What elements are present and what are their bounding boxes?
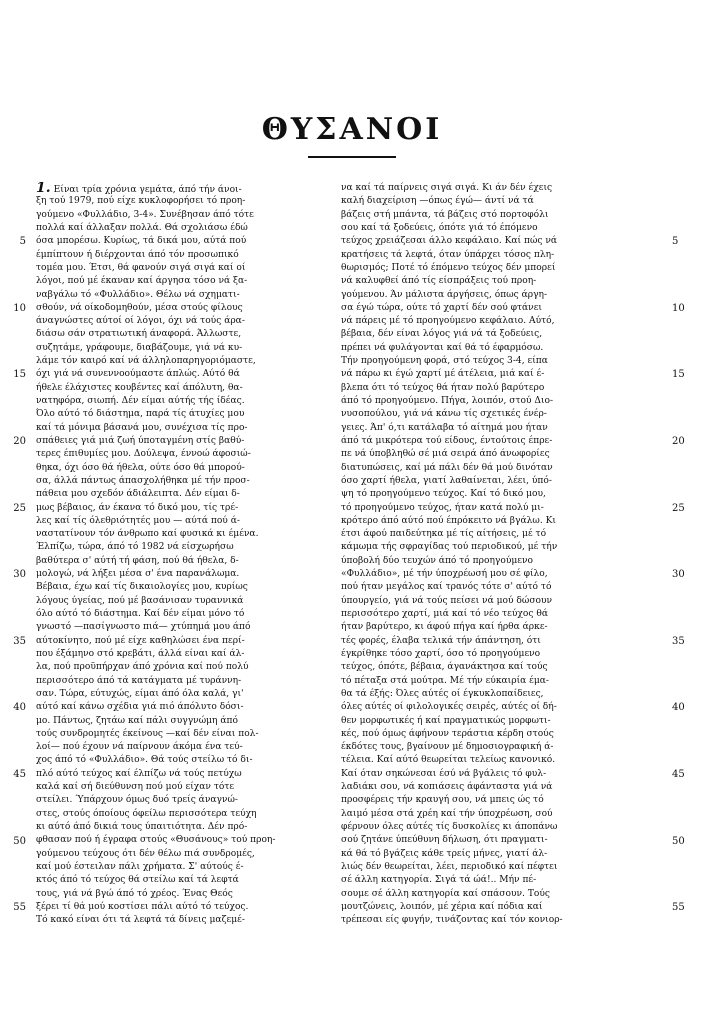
line-text: όσο χαρτί ήθελα, γιατί λαθαίνεται, λέει, ύπό-	[341, 475, 552, 486]
text-line	[341, 355, 627, 368]
text-line	[36, 502, 322, 515]
line-text: σου καί τά ξοδεύεις, όπότε γιά τό έπόμενο	[341, 222, 538, 233]
line-number: 20	[13, 436, 26, 448]
line-text: σα έγώ τώρα, ούτε τό χαρτί δέν σού φτάνει	[341, 302, 542, 313]
line-text: καί τά μόνιμα βάσανά μου, συνέχισα τίς προ-	[36, 422, 248, 433]
text-line	[341, 635, 627, 648]
line-text: λιώς δέν θεωρείται, λέει, περιοδικό καί πέφτει	[341, 861, 558, 872]
line-text: Όλο αύτό τό διάστημα, παρά τίς άτυχίες μου	[36, 409, 245, 420]
line-text: περισσότερο άπό τά κατάγματα μέ τυράννη-	[36, 675, 242, 686]
text-line	[341, 302, 627, 315]
text-line	[341, 395, 627, 408]
line-text: σουμε σέ άλλη κατηγορία καί σπάσουν. Τούς	[341, 888, 550, 899]
line-text: πε νά ύποβληθώ σέ μιά σειρά άπό άνωφορίες	[341, 449, 550, 460]
text-line	[36, 235, 322, 248]
right-text-column	[341, 182, 627, 928]
line-text: τούς συνδρομητές έκείνους —καί δέν είναι πολ-	[36, 728, 259, 739]
text-line	[36, 688, 322, 701]
line-text: να καί τά παίρνεις σιγά σιγά. Κι άν δέν έχεις	[341, 183, 553, 193]
line-text: καλή διαχείριση —όπως έγώ— άντί νά τά	[341, 196, 534, 207]
line-text: νά καλυφθεί άπό τίς είσπράξεις τού προη-	[341, 276, 537, 287]
text-line	[341, 861, 627, 874]
line-text: νυσοπούλου, γιά νά κάνω τίς σχετικές ένέρ-	[341, 409, 547, 420]
text-line	[36, 342, 322, 355]
line-number: 25	[13, 502, 26, 514]
line-number: 40	[13, 702, 26, 714]
text-line	[341, 821, 627, 834]
text-line	[341, 648, 627, 661]
line-text: λοί— πού έχουν νά παίρνουν άκόμα ένα τεύ-	[36, 742, 243, 753]
line-number: 55	[13, 902, 26, 914]
text-line	[341, 675, 627, 688]
text-line	[36, 249, 322, 262]
line-text: μολογώ, νά λήξει μέσα σ' ένα παρανάλωμα.	[36, 569, 240, 580]
line-text: σού ζητάνε ύπεύθυνη δήλωση, ότι πραγματι-	[341, 835, 548, 846]
text-line	[36, 834, 322, 847]
text-line	[36, 821, 322, 834]
text-line	[36, 488, 322, 501]
text-line	[36, 914, 322, 927]
line-number: 55	[672, 902, 685, 914]
line-text: γνωστό —πασίγνωστο πιά— χτύπημά μου άπό	[36, 622, 251, 633]
text-line	[341, 475, 627, 488]
text-line	[341, 741, 627, 754]
text-line	[341, 541, 627, 554]
text-line	[341, 715, 627, 728]
line-text: πάθεια μου σχεδόν άδιάλειπτα. Δέν είμαι δ-	[36, 489, 240, 500]
text-line	[36, 741, 322, 754]
line-text: τό προηγούμενο τεύχος, ήταν κατά πολύ μι-	[341, 502, 544, 513]
line-text: τέλεια. Καί αύτό θεωρείται τελείως κανονικό.	[341, 755, 556, 766]
text-line	[36, 888, 322, 901]
line-text: λες καί τίς όλεθριότητές μου — αύτά πού ά-	[36, 515, 240, 526]
line-text: πρέπει νά φυλάγονται καί θά τό έφαρμόσω.	[341, 342, 544, 353]
line-text: συζητάμε, γράφουμε, διαβάζουμε, γιά νά κυ-	[36, 342, 243, 353]
text-line	[341, 595, 627, 608]
text-line	[36, 568, 322, 581]
line-number: 50	[672, 835, 685, 847]
line-text: κρατήσεις τά λεφτά, όταν ύπάρχει τόσος πλη-	[341, 249, 555, 260]
left-text-column	[36, 182, 322, 928]
line-text: τομέα μου. Έτσι, θά φανούν σιγά σιγά καί οί	[36, 262, 246, 273]
text-line	[36, 355, 322, 368]
line-text: έκδότες τους, βγαίνουν μέ δημοσιογραφική ά-	[341, 742, 554, 753]
line-text: σαν. Τώρα, εύτυχώς, είμαι άπό όλα καλά, γι'	[36, 688, 244, 699]
text-line	[341, 608, 627, 621]
text-line	[341, 701, 627, 714]
line-text: μο. Πάντως, ζητάω καί πάλι συγγνώμη άπό	[36, 715, 238, 726]
line-text: τεύχος χρειάζεσαι άλλο κεφάλαιο. Καί πώς νά	[341, 236, 558, 247]
text-line	[36, 209, 322, 222]
text-line	[341, 728, 627, 741]
line-number: 10	[13, 302, 26, 314]
line-number: 15	[13, 369, 26, 381]
line-text: νατηφόρα, σιωπή. Δέν είμαι αύτής τής ίδέας.	[36, 396, 245, 406]
text-line	[36, 222, 322, 235]
text-line	[341, 448, 627, 461]
line-number: 35	[13, 635, 26, 647]
line-text: Τό κακό είναι ότι τά λεφτά τά δίνεις μαζεμέ-	[36, 915, 245, 926]
line-text: Έλπίζω, τώρα, άπό τό 1982 νά είσχωρήσω	[36, 542, 234, 553]
line-text: πολλά καί άλλαξαν πολλά. Θά σχολιάσω έδώ	[36, 222, 248, 233]
line-text: Καί όταν σηκώνεσαι έσύ νά βγάλεις τό φυλ-	[341, 768, 547, 779]
text-line	[341, 768, 627, 781]
line-text: κρότερο άπό αύτό πού έπρόκειτο νά βγάλω. Κι	[341, 515, 556, 526]
text-line	[36, 275, 322, 288]
line-text: τό πέταξα στά μούτρα. Μέ τήν εύκαιρία έμα-	[341, 675, 549, 686]
text-line	[36, 475, 322, 488]
line-text: λαδιάκι σου, νά κοπιάσεις άφάνταστα γιά νά	[341, 782, 553, 793]
text-line	[341, 581, 627, 594]
line-text: σέ άλλη κατηγορία. Σιγά τά ώά!.. Μήν πέ-	[341, 875, 537, 886]
line-text: ναστατίνουν τόν άνθρωπο καί φυσικά κι έμένα.	[36, 529, 259, 540]
text-line	[341, 661, 627, 674]
line-text: «Φυλλάδιο», μέ τήν ύποχρέωσή μου σέ φίλο,	[341, 569, 548, 580]
initial-numeral: 1.	[36, 182, 51, 196]
line-number: 45	[672, 769, 685, 781]
text-line	[341, 195, 627, 208]
line-number: 15	[672, 369, 685, 381]
line-text: αύτό καί κάνω σχέδια γιά πιό άπόλυτο δόσι-	[36, 702, 244, 713]
text-line	[36, 728, 322, 741]
text-line	[36, 781, 322, 794]
text-line	[341, 342, 627, 355]
text-line	[341, 222, 627, 235]
line-text: χος άπό τό «Φυλλάδιο». Θά τούς στείλω τό δι-	[36, 755, 253, 766]
text-line	[341, 462, 627, 475]
text-line	[36, 901, 322, 914]
line-number: 20	[672, 436, 685, 448]
line-text: θεν μορφωτικές ή καί πραγματικώς μορφωτι-	[341, 715, 551, 726]
text-line	[36, 715, 322, 728]
line-text: πλό αύτό τεύχος καί έλπίζω νά τούς πετύχω	[36, 768, 242, 779]
line-text: λάμε τόν καιρό καί νά άλληλοπαρηγοριόμαστε,	[36, 356, 256, 367]
text-line	[36, 581, 322, 594]
text-line	[341, 901, 627, 914]
line-text: βέβαια, δέν είναι λόγος γιά νά τά ξοδεύεις,	[341, 329, 543, 340]
line-text: σθούν, νά οίκοδομηθούν, μέσα στούς φίλους	[36, 302, 243, 313]
text-line	[36, 861, 322, 874]
line-text: ξη τού 1979, πού είχε κυκλοφορήσει τό προη-	[36, 196, 246, 207]
text-line	[36, 182, 322, 195]
text-line	[341, 621, 627, 634]
line-text: κές, πού όμως άφήνουν τεράστια κέρδη στούς	[341, 728, 554, 739]
line-text: όλο αύτό τό διάστημα. Καί δέν είμαι μόνο τό	[36, 609, 245, 619]
line-text: έμπίπτουν ή διέρχονται άπό τόν προσωπικό	[36, 249, 239, 260]
line-text: ναβγάλω τό «Φυλλάδιο». Θέλω νά σχηματι-	[36, 289, 240, 300]
line-number: 30	[672, 569, 685, 581]
line-text: άναγνώστες αύτοί οί λόγοι, όχι νά τούς άρα-	[36, 316, 245, 327]
line-text: κά θά τό βγάζεις κάθε τρείς μήνες, γιατί άλ-	[341, 848, 548, 859]
text-line	[36, 675, 322, 688]
text-line	[341, 555, 627, 568]
line-text: διάσω σάν στρατιωτική άναφορά. Άλλωστε,	[36, 329, 242, 340]
line-text: γούμενου. Άν μάλιστα άργήσεις, όπως άργη-	[341, 289, 548, 300]
text-line	[341, 688, 627, 701]
line-text: όχι γιά νά συνεννοούμαστε άπλώς. Αύτό θά	[36, 369, 240, 380]
text-line	[341, 568, 627, 581]
text-line	[36, 848, 322, 861]
text-line	[341, 794, 627, 807]
text-line	[36, 528, 322, 541]
line-number: 45	[13, 769, 26, 781]
text-line	[341, 754, 627, 767]
text-line	[341, 249, 627, 262]
line-text: ήταν βαρύτερο, κι άφού πήγα καί ήρθα άρκε-	[341, 622, 548, 633]
line-text: λόγους ύγείας, πού μέ βασάνισαν τυραννικά	[36, 595, 244, 606]
line-text: λόγοι, πού μέ έκαναν καί άργησα τόσο νά ξα-	[36, 276, 248, 287]
line-number: 10	[672, 302, 685, 314]
line-text: καί μού έστειλαν πάλι χρήματα. Σ' αύτούς έ-	[36, 861, 244, 872]
line-text: προσφέρεις τήν κραυγή σου, νά μπεις ώς τό	[341, 795, 544, 806]
line-text: λα, πού προϋπήρχαν άπό χρόνια καί πού πολύ	[36, 662, 249, 673]
line-number: 40	[672, 702, 685, 714]
line-text: γούμενο «Φυλλάδιο, 3-4». Συνέβησαν άπό τότε	[36, 209, 254, 220]
text-line	[36, 435, 322, 448]
line-text: αύτοκίνητο, πού μέ είχε καθηλώσει ένα περί-	[36, 635, 245, 646]
line-text: γούμενου τεύχους ότι δέν θέλω πιά συνδρομές,	[36, 848, 255, 859]
line-number: 30	[13, 569, 26, 581]
line-text: περισσότερο χαρτί, μιά καί τό νέο τεύχος θά	[341, 609, 548, 619]
line-number: 50	[13, 835, 26, 847]
text-line	[36, 462, 322, 475]
line-text: λαιμό μέσα στά χρέη καί τήν ύποχρέωση, σού	[341, 808, 553, 819]
line-text: κι αύτό άπό δικιά τους ύπαιτιότητα. Δέν πρό-	[36, 822, 248, 832]
page-title: ΘΥΣΑΝΟΙ	[261, 112, 443, 147]
text-line	[36, 395, 322, 408]
line-text: ήθελε έλάχιστες κουβέντες καί άπόλυτη, θα-	[36, 382, 243, 393]
text-line	[341, 488, 627, 501]
line-text: διατυπώσεις, καί μά πάλι δέν θά μού δινόταν	[341, 462, 553, 473]
line-text: γειες. Άπ' ό,τι κατάλαβα τό αίτημά μου ήταν	[341, 422, 548, 433]
text-line	[36, 754, 322, 767]
line-text: στες, στούς όποίους όφείλω περισσότερα τεύχη	[36, 808, 257, 819]
text-line	[36, 262, 322, 275]
line-text: σα, άλλά πάντως άπασχολήθηκα μέ τήν προσ-	[36, 475, 250, 486]
text-line	[341, 781, 627, 794]
line-text: βαθύτερα σ' αύτή τή φάση, πού θά ήθελα, δ-	[36, 555, 239, 566]
line-text: σπάθειες γιά μιά ζωή ύποταγμένη στίς βαθύ-	[36, 435, 245, 446]
line-text: φθασαν πού ή έγραφα στούς «Θυσάνους» τού προη-	[36, 835, 276, 846]
text-line	[341, 515, 627, 528]
text-line	[341, 528, 627, 541]
text-line	[36, 422, 322, 435]
line-text: Βέβαια, έχω καί τίς δικαιολογίες μου, κυρίως	[36, 582, 248, 593]
line-text: μουτζώνεις, λοιπόν, μέ χέρια καί πόδια καί	[341, 901, 543, 912]
text-line	[341, 382, 627, 395]
line-text: βλεπα ότι τό τεύχος θά ήταν πολύ βαρύτερο	[341, 382, 545, 393]
title-underline	[308, 156, 396, 158]
line-text: έγκρίθηκε τόσο χαρτί, όσο τό προηγούμενο	[341, 648, 541, 659]
text-line	[36, 515, 322, 528]
line-text: ξέρει τί θά μού κοστίσει πάλι αύτό τό τεύχος.	[36, 901, 249, 912]
text-line	[36, 768, 322, 781]
text-line	[36, 315, 322, 328]
line-text: μως βέβαιος, άν έκανα τό δικό μου, τίς τρέ-	[36, 502, 239, 513]
text-line	[341, 435, 627, 448]
line-text: πού ήταν μεγάλος καί τρανός τότε σ' αύτό τό	[341, 582, 552, 593]
text-line	[341, 888, 627, 901]
text-line	[36, 382, 322, 395]
text-line	[341, 848, 627, 861]
text-line	[36, 661, 322, 674]
text-line	[341, 289, 627, 302]
text-line	[341, 235, 627, 248]
text-line	[36, 408, 322, 421]
line-text: τους, γιά νά βγώ άπό τό χρέος. Ένας Θεός	[36, 888, 233, 899]
text-line	[36, 195, 322, 208]
text-line	[36, 648, 322, 661]
text-line	[36, 328, 322, 341]
text-line	[36, 555, 322, 568]
line-text: τεύχος, όπότε, βέβαια, άγανάκτησα καί τούς	[341, 662, 548, 673]
text-line	[36, 621, 322, 634]
line-text: άπό τό προηγούμενο. Πήγα, λοιπόν, στού Διο-	[341, 396, 554, 406]
text-line	[341, 368, 627, 381]
text-line	[36, 794, 322, 807]
line-text: φέρνουν όλες αύτές τίς δυσκολίες κι άποπάνω	[341, 822, 558, 832]
line-text: όσα μπορέσω. Κυρίως, τά δικά μου, αύτά πού	[36, 236, 247, 247]
text-line	[341, 502, 627, 515]
text-line	[341, 209, 627, 222]
line-text: κτός άπό τό τεύχος θά στείλω καί τά λεφτά	[36, 875, 239, 886]
text-line	[36, 608, 322, 621]
text-line	[341, 422, 627, 435]
text-line	[341, 874, 627, 887]
line-text: τρέπεσαι είς φυγήν, τινάζοντας καί τόν κονιορ-	[341, 915, 563, 926]
line-text: άπό τά μικρότερα τού είδους, έντούτοις έπρε-	[341, 435, 553, 446]
line-text: στείλει. Ύπάρχουν όμως δυό τρείς άναγνώ-	[36, 795, 238, 806]
line-text: Είναι τρία χρόνια γεμάτα, άπό τήν άνοι-	[53, 185, 242, 195]
text-line	[36, 701, 322, 714]
line-text: Τήν προηγούμενη φορά, στό τεύχος 3-4, είπα	[341, 356, 548, 367]
line-text: νά πάρω κι έγώ χαρτί μέ άτέλεια, μιά καί έ-	[341, 369, 545, 380]
text-line	[341, 182, 627, 195]
line-number: 35	[672, 635, 685, 647]
line-text: που έξάμηνο στό κρεβάτι, άλλά είναι καί άλ-	[36, 648, 245, 659]
text-line	[36, 289, 322, 302]
text-line	[341, 834, 627, 847]
line-text: τερες έπιθυμίες μου. Δούλεψα, έννοώ άφοσιώ-	[36, 449, 251, 460]
line-text: βάζεις στή μπάντα, τά βάζεις στό πορτοφόλι	[341, 209, 549, 220]
text-line	[36, 874, 322, 887]
text-line	[341, 315, 627, 328]
text-line	[36, 302, 322, 315]
line-text: νά πάρεις μέ τό προηγούμενο κεφάλαιο. Αύτό,	[341, 316, 555, 327]
line-text: ύποβολή δύο τευχών άπό τό προηγούμενο	[341, 555, 533, 566]
line-text: θηκα, όχι όσο θά ήθελα, ούτε όσο θά μπορού-	[36, 462, 245, 473]
line-number: 5	[672, 236, 679, 248]
line-text: τές φορές, έλαβα τελικά τήν άπάντηση, ότι	[341, 635, 541, 646]
text-line	[36, 448, 322, 461]
line-text: ύπουργείο, γιά νά τούς πείσει νά μού δώσουν	[341, 595, 553, 606]
line-text: καλά καί σή διεύθυνση πού μού είχαν τότε	[36, 782, 235, 793]
text-line	[341, 262, 627, 275]
text-line	[36, 808, 322, 821]
line-number: 5	[19, 236, 26, 248]
line-text: ψη τό προηγούμενο τεύχος. Καί τό δικό μου,	[341, 489, 546, 500]
text-line	[341, 275, 627, 288]
text-line	[341, 408, 627, 421]
line-text: θωρισμός; Ποτέ τό έπόμενο τεύχος δέν μπορεί	[341, 262, 556, 273]
line-text: έτσι άφού παιδεύτηκα μέ τίς αίτήσεις, μέ τό	[341, 529, 547, 540]
text-line	[36, 541, 322, 554]
line-text: κάμωμα τής σφραγίδας τού περιοδικού, μέ τήν	[341, 542, 558, 553]
text-line	[341, 914, 627, 927]
text-line	[341, 328, 627, 341]
line-text: όλες αύτές οί φιλολογικές σειρές, αύτές οί δή-	[341, 702, 557, 713]
text-line	[36, 595, 322, 608]
text-line	[341, 808, 627, 821]
text-line	[36, 635, 322, 648]
line-number: 25	[672, 502, 685, 514]
text-line	[36, 368, 322, 381]
line-text: θα τά έξής: Όλες αύτές οί έγκυκλοπαίδειες,	[341, 688, 544, 699]
